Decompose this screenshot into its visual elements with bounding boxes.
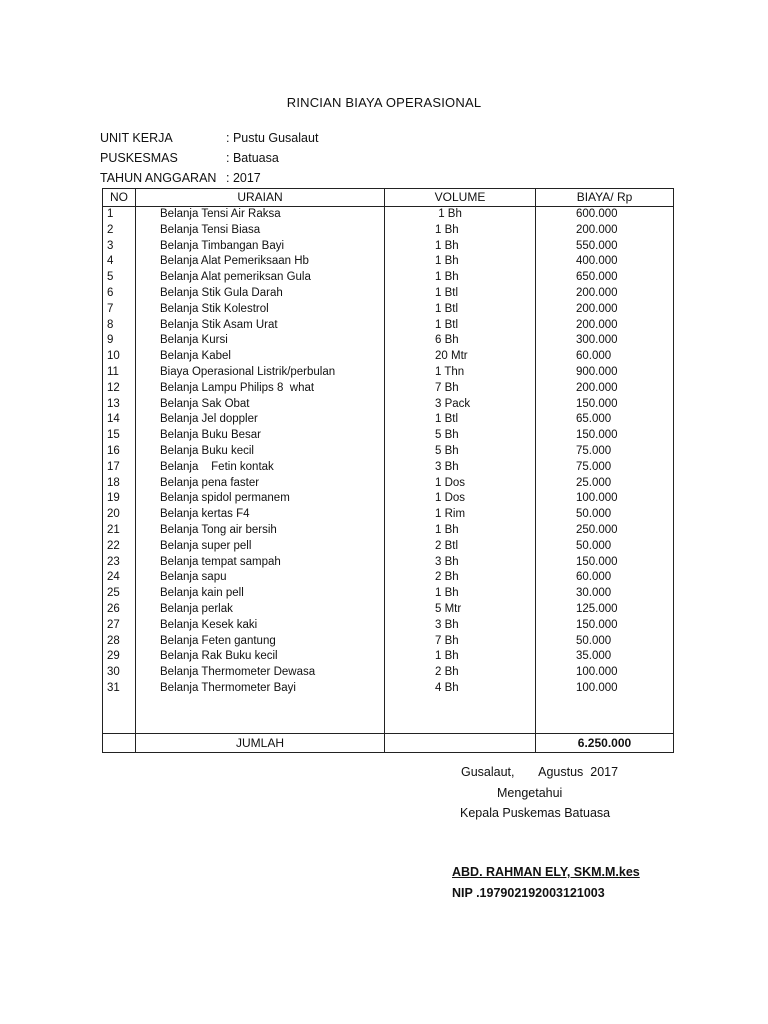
row-biaya: 900.000 <box>536 365 674 381</box>
row-volume: 1 Rim <box>385 507 536 523</box>
row-volume: 1 Btl <box>385 412 536 428</box>
row-volume: 1 Btl <box>385 286 536 302</box>
row-volume: 1 Dos <box>385 476 536 492</box>
row-no: 20 <box>103 507 136 523</box>
meta-info <box>100 128 318 188</box>
row-no: 7 <box>103 302 136 318</box>
header-uraian: URAIAN <box>136 189 385 207</box>
row-no: 11 <box>103 365 136 381</box>
row-uraian: Belanja Tensi Air Raksa <box>136 207 385 223</box>
table-row <box>103 665 674 681</box>
row-uraian: Belanja Kursi <box>136 333 385 349</box>
row-volume: 1 Bh <box>385 223 536 239</box>
row-biaya: 600.000 <box>536 207 674 223</box>
row-no: 30 <box>103 665 136 681</box>
table-row <box>103 618 674 634</box>
signature-nip: NIP .197902192003121003 <box>452 886 605 900</box>
table-row <box>103 602 674 618</box>
row-volume: 3 Bh <box>385 618 536 634</box>
row-biaya: 150.000 <box>536 555 674 571</box>
header-biaya: BIAYA/ Rp <box>536 189 674 207</box>
row-volume: 1 Bh <box>385 649 536 665</box>
row-biaya: 200.000 <box>536 318 674 334</box>
row-no: 14 <box>103 412 136 428</box>
row-uraian: Belanja Timbangan Bayi <box>136 239 385 255</box>
meta-row-tahun-anggaran <box>100 168 318 188</box>
row-uraian: Belanja Lampu Philips 8 what <box>136 381 385 397</box>
row-biaya: 200.000 <box>536 302 674 318</box>
row-uraian: Belanja Fetin kontak <box>136 460 385 476</box>
table-row <box>103 444 674 460</box>
table-row <box>103 270 674 286</box>
row-biaya: 65.000 <box>536 412 674 428</box>
meta-label: TAHUN ANGGARAN <box>100 171 217 185</box>
row-no: 26 <box>103 602 136 618</box>
cost-table <box>102 188 674 753</box>
row-volume: 1 Bh <box>385 239 536 255</box>
row-biaya: 550.000 <box>536 239 674 255</box>
row-biaya: 150.000 <box>536 397 674 413</box>
table-row <box>103 634 674 650</box>
table-row <box>103 681 674 697</box>
row-no: 8 <box>103 318 136 334</box>
table-row <box>103 223 674 239</box>
table-row <box>103 381 674 397</box>
meta-value: : 2017 <box>226 171 261 185</box>
table-row <box>103 397 674 413</box>
meta-row-puskesmas <box>100 148 318 168</box>
row-no: 9 <box>103 333 136 349</box>
table-row <box>103 302 674 318</box>
row-biaya: 75.000 <box>536 460 674 476</box>
row-volume: 2 Bh <box>385 570 536 586</box>
row-volume: 5 Bh <box>385 444 536 460</box>
table-row <box>103 239 674 255</box>
row-no: 28 <box>103 634 136 650</box>
row-biaya: 250.000 <box>536 523 674 539</box>
row-uraian: Belanja Stik Kolestrol <box>136 302 385 318</box>
row-uraian: Belanja pena faster <box>136 476 385 492</box>
row-no: 10 <box>103 349 136 365</box>
row-no: 3 <box>103 239 136 255</box>
table-row <box>103 207 674 223</box>
table-row <box>103 649 674 665</box>
row-biaya: 50.000 <box>536 507 674 523</box>
total-value: 6.250.000 <box>536 733 674 752</box>
row-biaya: 200.000 <box>536 381 674 397</box>
row-volume: 3 Bh <box>385 460 536 476</box>
table-row <box>103 476 674 492</box>
row-uraian: Belanja Thermometer Bayi <box>136 681 385 697</box>
header-no: NO <box>103 189 136 207</box>
header-volume: VOLUME <box>385 189 536 207</box>
row-uraian: Belanja Tensi Biasa <box>136 223 385 239</box>
row-no: 17 <box>103 460 136 476</box>
page-title: RINCIAN BIAYA OPERASIONAL <box>286 95 482 110</box>
row-volume: 5 Bh <box>385 428 536 444</box>
table-row <box>103 460 674 476</box>
row-uraian: Belanja perlak <box>136 602 385 618</box>
meta-row-unit-kerja <box>100 128 318 148</box>
row-no: 2 <box>103 223 136 239</box>
row-biaya: 25.000 <box>536 476 674 492</box>
row-biaya: 60.000 <box>536 570 674 586</box>
row-uraian: Belanja Jel doppler <box>136 412 385 428</box>
row-no: 16 <box>103 444 136 460</box>
row-biaya: 150.000 <box>536 618 674 634</box>
table-row <box>103 570 674 586</box>
row-volume: 1 Btl <box>385 302 536 318</box>
row-volume: 3 Bh <box>385 555 536 571</box>
table-row <box>103 318 674 334</box>
table-row <box>103 523 674 539</box>
row-uraian: Belanja Thermometer Dewasa <box>136 665 385 681</box>
row-uraian: Belanja Stik Asam Urat <box>136 318 385 334</box>
row-uraian: Belanja Feten gantung <box>136 634 385 650</box>
row-uraian: Belanja Tong air bersih <box>136 523 385 539</box>
row-biaya: 200.000 <box>536 286 674 302</box>
row-volume: 2 Bh <box>385 665 536 681</box>
table-spacer-row <box>103 697 674 734</box>
row-biaya: 200.000 <box>536 223 674 239</box>
signature-name: ABD. RAHMAN ELY, SKM.M.kes <box>452 865 640 879</box>
row-no: 25 <box>103 586 136 602</box>
row-biaya: 100.000 <box>536 491 674 507</box>
row-uraian: Belanja tempat sampah <box>136 555 385 571</box>
meta-label: UNIT KERJA <box>100 131 173 145</box>
row-uraian: Belanja Kabel <box>136 349 385 365</box>
signature-mengetahui: Mengetahui <box>497 786 563 800</box>
row-uraian: Belanja Kesek kaki <box>136 618 385 634</box>
spacer-cell <box>536 697 674 734</box>
row-no: 22 <box>103 539 136 555</box>
total-row <box>103 733 674 752</box>
row-biaya: 400.000 <box>536 254 674 270</box>
row-volume: 20 Mtr <box>385 349 536 365</box>
row-uraian: Belanja kertas F4 <box>136 507 385 523</box>
row-volume: 1 Bh <box>385 586 536 602</box>
row-uraian: Belanja Buku kecil <box>136 444 385 460</box>
row-biaya: 100.000 <box>536 681 674 697</box>
meta-label: PUSKESMAS <box>100 151 178 165</box>
row-no: 12 <box>103 381 136 397</box>
row-uraian: Belanja Stik Gula Darah <box>136 286 385 302</box>
meta-value: : Batuasa <box>226 151 279 165</box>
row-volume: 1 Bh <box>385 207 536 223</box>
row-volume: 1 Btl <box>385 318 536 334</box>
signature-position: Kepala Puskemas Batuasa <box>460 806 611 820</box>
row-uraian: Belanja Rak Buku kecil <box>136 649 385 665</box>
total-empty-cell <box>385 733 536 752</box>
row-no: 27 <box>103 618 136 634</box>
row-volume: 5 Mtr <box>385 602 536 618</box>
meta-value: : Pustu Gusalaut <box>226 131 319 145</box>
total-label: JUMLAH <box>136 733 385 752</box>
row-volume: 2 Btl <box>385 539 536 555</box>
table-row <box>103 412 674 428</box>
row-no: 15 <box>103 428 136 444</box>
row-biaya: 650.000 <box>536 270 674 286</box>
table-row <box>103 555 674 571</box>
table-row <box>103 539 674 555</box>
row-no: 23 <box>103 555 136 571</box>
row-no: 5 <box>103 270 136 286</box>
row-volume: 1 Bh <box>385 523 536 539</box>
row-uraian: Belanja kain pell <box>136 586 385 602</box>
row-biaya: 35.000 <box>536 649 674 665</box>
row-uraian: Belanja Alat Pemeriksaan Hb <box>136 254 385 270</box>
row-uraian: Belanja Sak Obat <box>136 397 385 413</box>
row-volume: 3 Pack <box>385 397 536 413</box>
row-no: 6 <box>103 286 136 302</box>
row-uraian: Belanja sapu <box>136 570 385 586</box>
total-empty-cell <box>103 733 136 752</box>
row-uraian: Belanja Alat pemeriksan Gula <box>136 270 385 286</box>
row-biaya: 75.000 <box>536 444 674 460</box>
row-no: 1 <box>103 207 136 223</box>
row-no: 13 <box>103 397 136 413</box>
row-no: 18 <box>103 476 136 492</box>
row-uraian: Belanja super pell <box>136 539 385 555</box>
row-volume: 7 Bh <box>385 634 536 650</box>
row-uraian: Belanja Buku Besar <box>136 428 385 444</box>
table-row <box>103 491 674 507</box>
table-body <box>103 207 674 697</box>
row-biaya: 300.000 <box>536 333 674 349</box>
table-row <box>103 286 674 302</box>
table-row <box>103 507 674 523</box>
row-volume: 7 Bh <box>385 381 536 397</box>
row-no: 24 <box>103 570 136 586</box>
row-biaya: 50.000 <box>536 539 674 555</box>
spacer-cell <box>385 697 536 734</box>
row-no: 21 <box>103 523 136 539</box>
row-volume: 4 Bh <box>385 681 536 697</box>
table-row <box>103 349 674 365</box>
table-row <box>103 428 674 444</box>
row-no: 31 <box>103 681 136 697</box>
spacer-cell <box>103 697 136 734</box>
row-uraian: Belanja spidol permanem <box>136 491 385 507</box>
row-biaya: 30.000 <box>536 586 674 602</box>
row-no: 4 <box>103 254 136 270</box>
signature-place-date: Gusalaut, Agustus 2017 <box>461 765 619 779</box>
row-no: 19 <box>103 491 136 507</box>
row-volume: 1 Bh <box>385 270 536 286</box>
spacer-cell <box>136 697 385 734</box>
row-volume: 6 Bh <box>385 333 536 349</box>
row-biaya: 50.000 <box>536 634 674 650</box>
table-row <box>103 254 674 270</box>
row-volume: 1 Bh <box>385 254 536 270</box>
table-row <box>103 365 674 381</box>
row-no: 29 <box>103 649 136 665</box>
row-biaya: 100.000 <box>536 665 674 681</box>
row-uraian: Biaya Operasional Listrik/perbulan <box>136 365 385 381</box>
row-volume: 1 Thn <box>385 365 536 381</box>
table-row <box>103 586 674 602</box>
table-header-row <box>103 189 674 207</box>
row-biaya: 60.000 <box>536 349 674 365</box>
row-biaya: 150.000 <box>536 428 674 444</box>
row-biaya: 125.000 <box>536 602 674 618</box>
table-row <box>103 333 674 349</box>
row-volume: 1 Dos <box>385 491 536 507</box>
